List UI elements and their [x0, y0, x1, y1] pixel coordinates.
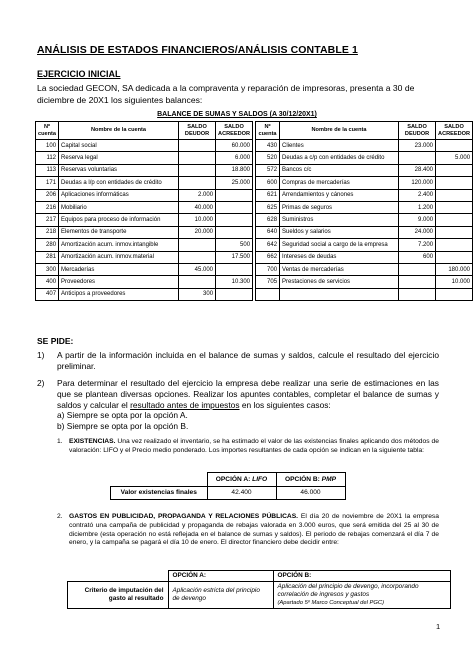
table-cell: 113 [36, 164, 59, 176]
table-cell: 216 [36, 201, 59, 213]
table-row [36, 251, 473, 263]
table-cell: 400 [36, 276, 59, 288]
t3-row-label: Criterio de imputación del gasto al resultado [68, 582, 169, 609]
table-cell [436, 239, 473, 251]
table-cell: 430 [256, 140, 280, 152]
table-cell [179, 276, 216, 288]
table-cell: 18.800 [216, 164, 253, 176]
table-cell: 45.000 [179, 263, 216, 275]
table-cell: Aplicaciones informáticas [59, 189, 179, 201]
table-row [36, 239, 473, 251]
header-deudor: SALDO DEUDOR [399, 122, 436, 140]
t3-option-b: OPCIÓN B: [273, 571, 450, 582]
table-row [36, 288, 473, 300]
table-cell [436, 177, 473, 189]
table-cell: 120.000 [399, 177, 436, 189]
table-cell: 23.000 [399, 140, 436, 152]
table-cell [179, 251, 216, 263]
t3-value-b: Aplicación del principio de devengo, incorporando correlación de ingresos y gastos (Apartado 5º Marco Conceptual del PGC) [273, 582, 450, 609]
item-1-number: 1. [57, 438, 63, 445]
table-cell: 281 [36, 251, 59, 263]
table-cell [436, 189, 473, 201]
table-cell: 300 [36, 263, 59, 275]
table-cell: 642 [256, 239, 280, 251]
table-cell: Elementos de transporte [59, 226, 179, 238]
table-cell [436, 288, 473, 300]
t2-option-b-label: OPCIÓN B: [285, 475, 322, 483]
table-cell: 10.300 [216, 276, 253, 288]
table-cell: 10.000 [179, 214, 216, 226]
table-cell: Reserva legal [59, 152, 179, 164]
t2-value-b: 46.000 [276, 486, 345, 500]
table-cell: Clientes [280, 140, 399, 152]
table-cell: Deudas a l/p con entidades de crédito [59, 177, 179, 189]
question-1-number: 1) [37, 350, 45, 360]
table-cell: Sueldos y salarios [280, 226, 399, 238]
table-cell: 17.500 [216, 251, 253, 263]
existencias-table [110, 472, 346, 500]
question-2-text-a: Para determinar el resultado del ejercicio la empresa debe realizar una serie de estimaciones en las que se plantean diversas opciones. Realizar los apuntes contables, completar el balance de sumas y saldos y calcular el [57, 378, 439, 410]
table-cell: 600 [399, 251, 436, 263]
publicidad-table [67, 570, 451, 609]
table-cell: 7.200 [399, 239, 436, 251]
table-cell: Capital social [59, 140, 179, 152]
table-cell: Suministros [280, 214, 399, 226]
table-cell: 28.400 [399, 164, 436, 176]
page-number: 1 [436, 622, 441, 631]
se-pide-heading: SE PIDE: [37, 336, 74, 346]
header-acreedor: SALDO ACREEDOR [216, 122, 253, 140]
table-cell: Proveedores [59, 276, 179, 288]
header-deudor: SALDO DEUDOR [179, 122, 216, 140]
table-cell: 600 [256, 177, 280, 189]
table-cell: 20.000 [179, 226, 216, 238]
table-row [36, 263, 473, 275]
table-cell: Intereses de deudas [280, 251, 399, 263]
table-cell: 625 [256, 201, 280, 213]
table-cell: 180.000 [436, 263, 473, 275]
table-cell [179, 177, 216, 189]
t2-value-a: 42.400 [207, 486, 276, 500]
table-cell [216, 288, 253, 300]
table-row [36, 214, 473, 226]
table-cell: 700 [256, 263, 280, 275]
t3-value-a: Aplicación estricta del principio de devengo [168, 582, 273, 609]
table-row [36, 276, 473, 288]
table-cell: 500 [216, 239, 253, 251]
table-cell [179, 239, 216, 251]
table-cell [436, 251, 473, 263]
table-cell: 2.000 [179, 189, 216, 201]
table-cell: 9.000 [399, 214, 436, 226]
table-cell: 520 [256, 152, 280, 164]
t2-option-a [207, 473, 276, 487]
question-2-text-b: en los siguientes casos: [239, 400, 331, 410]
item-1-bold: EXISTENCIAS. [69, 438, 116, 445]
option-a-text: a) Siempre se opta por la opción A. [57, 410, 188, 420]
table-cell [179, 152, 216, 164]
item-2-number: 2. [57, 513, 63, 520]
table-cell: Bancos c/c [280, 164, 399, 176]
table-cell: Deudas a c/p con entidades de crédito [280, 152, 399, 164]
table-cell: 10.000 [436, 276, 473, 288]
question-1-text: A partir de la información incluida en el balance de sumas y saldos, calcule el resultado del ejercicio preliminar. [57, 350, 439, 371]
question-2-underlined: resultado antes de impuestos [130, 400, 240, 410]
table-cell: Anticipos a proveedores [59, 288, 179, 300]
table-row [36, 226, 473, 238]
table-cell [280, 288, 399, 300]
item-1-body: Una vez realizado el inventario, se ha estimado el valor de las existencias finales aplicando dos métodos de valoración: LIFO y el Precio medio ponderado. Los importes resultantes de cada opción se indican en la siguiente tabla: [69, 438, 439, 454]
table-cell [216, 201, 253, 213]
table-cell [399, 152, 436, 164]
table-cell: 24.000 [399, 226, 436, 238]
table-cell [216, 189, 253, 201]
table-cell: Mercaderías [59, 263, 179, 275]
item-2-bold: GASTOS EN PUBLICIDAD, PROPAGANDA Y RELACIONES PÚBLICAS. [69, 513, 299, 520]
table-row [36, 140, 473, 152]
table-cell [256, 288, 280, 300]
t2-option-a-method: LIFO [252, 475, 268, 483]
table-cell: Ventas de mercaderías [280, 263, 399, 275]
table-cell [399, 263, 436, 275]
item-1-text [69, 438, 439, 456]
table-cell: 206 [36, 189, 59, 201]
table-cell: Arrendamientos y cánones [280, 189, 399, 201]
table-cell [436, 201, 473, 213]
balance-title: BALANCE DE SUMAS Y SALDOS (A 30/12/20X1) [157, 111, 317, 118]
header-acreedor: SALDO ACREEDOR [436, 122, 473, 140]
table-cell: Seguridad social a cargo de la empresa [280, 239, 399, 251]
table-cell: Reservas voluntarias [59, 164, 179, 176]
table-cell [436, 214, 473, 226]
balance-table [35, 121, 473, 301]
table-cell: 572 [256, 164, 280, 176]
table-cell: 621 [256, 189, 280, 201]
t3-option-a: OPCIÓN A: [168, 571, 273, 582]
table-cell: 112 [36, 152, 59, 164]
table-cell: 628 [256, 214, 280, 226]
table-cell: Amortización acum. inmov.material [59, 251, 179, 263]
document-title: ANÁLISIS DE ESTADOS FINANCIEROS/ANÁLISIS CONTABLE 1 [37, 44, 358, 56]
table-cell [436, 164, 473, 176]
item-2-body: El día 20 de noviembre de 20X1 la empresa contrató una campaña de publicidad y propaganda de rebajas valorada en 3.000 euros, que será emitida del 25 al 30 de diciembre (esta operación no está reflejada en el balance de sumas y saldos). El periodo de rebajas comenzará el día 7 de enero, y la campaña se pagará el día 10 de enero. El director financiero debe decidir entre: [69, 513, 439, 547]
intro-paragraph: La sociedad GECON, SA dedicada a la compraventa y reparación de impresoras, presenta a 30 de diciembre de 20X1 los siguientes balances: [37, 83, 415, 105]
table-cell: 280 [36, 239, 59, 251]
table-cell: 218 [36, 226, 59, 238]
table-cell [436, 226, 473, 238]
table-cell [216, 226, 253, 238]
table-cell: Compras de mercaderías [280, 177, 399, 189]
table-cell [399, 276, 436, 288]
t2-option-b-method: PMP [321, 475, 336, 483]
table-row [36, 164, 473, 176]
table-cell: 2.400 [399, 189, 436, 201]
section-heading: EJERCICIO INICIAL [37, 69, 121, 79]
table-cell: 640 [256, 226, 280, 238]
table-cell [216, 214, 253, 226]
table-cell: 25.000 [216, 177, 253, 189]
table-row [36, 201, 473, 213]
t2-row-label: Valor existencias finales [111, 486, 208, 500]
option-b-text: b) Siempre se opta por la opción B. [57, 421, 189, 431]
table-cell: 300 [179, 288, 216, 300]
table-cell: Prestaciones de servicios [280, 276, 399, 288]
table-cell: 171 [36, 177, 59, 189]
table-cell: 662 [256, 251, 280, 263]
balance-header-row [36, 122, 473, 140]
table-row [36, 189, 473, 201]
table-cell: 40.000 [179, 201, 216, 213]
table-cell: Mobiliario [59, 201, 179, 213]
t2-option-b [276, 473, 345, 487]
table-cell [216, 263, 253, 275]
header-num: Nº cuenta [256, 122, 280, 140]
t2-option-a-label: OPCIÓN A: [215, 475, 253, 483]
table-cell: 6.000 [216, 152, 253, 164]
header-name: Nombre de la cuenta [59, 122, 179, 140]
table-cell: 217 [36, 214, 59, 226]
table-cell: 407 [36, 288, 59, 300]
table-cell: Equipos para proceso de información [59, 214, 179, 226]
table-cell: Amortización acum. inmov.intangible [59, 239, 179, 251]
table-cell: 5.000 [436, 152, 473, 164]
table-cell [436, 140, 473, 152]
table-cell [179, 164, 216, 176]
table-cell: 100 [36, 140, 59, 152]
question-2-text [57, 378, 439, 411]
header-num: Nº cuenta [36, 122, 59, 140]
table-cell: Primas de seguros [280, 201, 399, 213]
table-cell [399, 288, 436, 300]
table-cell: 1.200 [399, 201, 436, 213]
table-row [36, 177, 473, 189]
header-name: Nombre de la cuenta [280, 122, 399, 140]
table-cell [179, 140, 216, 152]
question-2-number: 2) [37, 378, 45, 388]
table-cell: 705 [256, 276, 280, 288]
table-cell: 60.000 [216, 140, 253, 152]
table-row [36, 152, 473, 164]
item-2-text [69, 513, 439, 548]
